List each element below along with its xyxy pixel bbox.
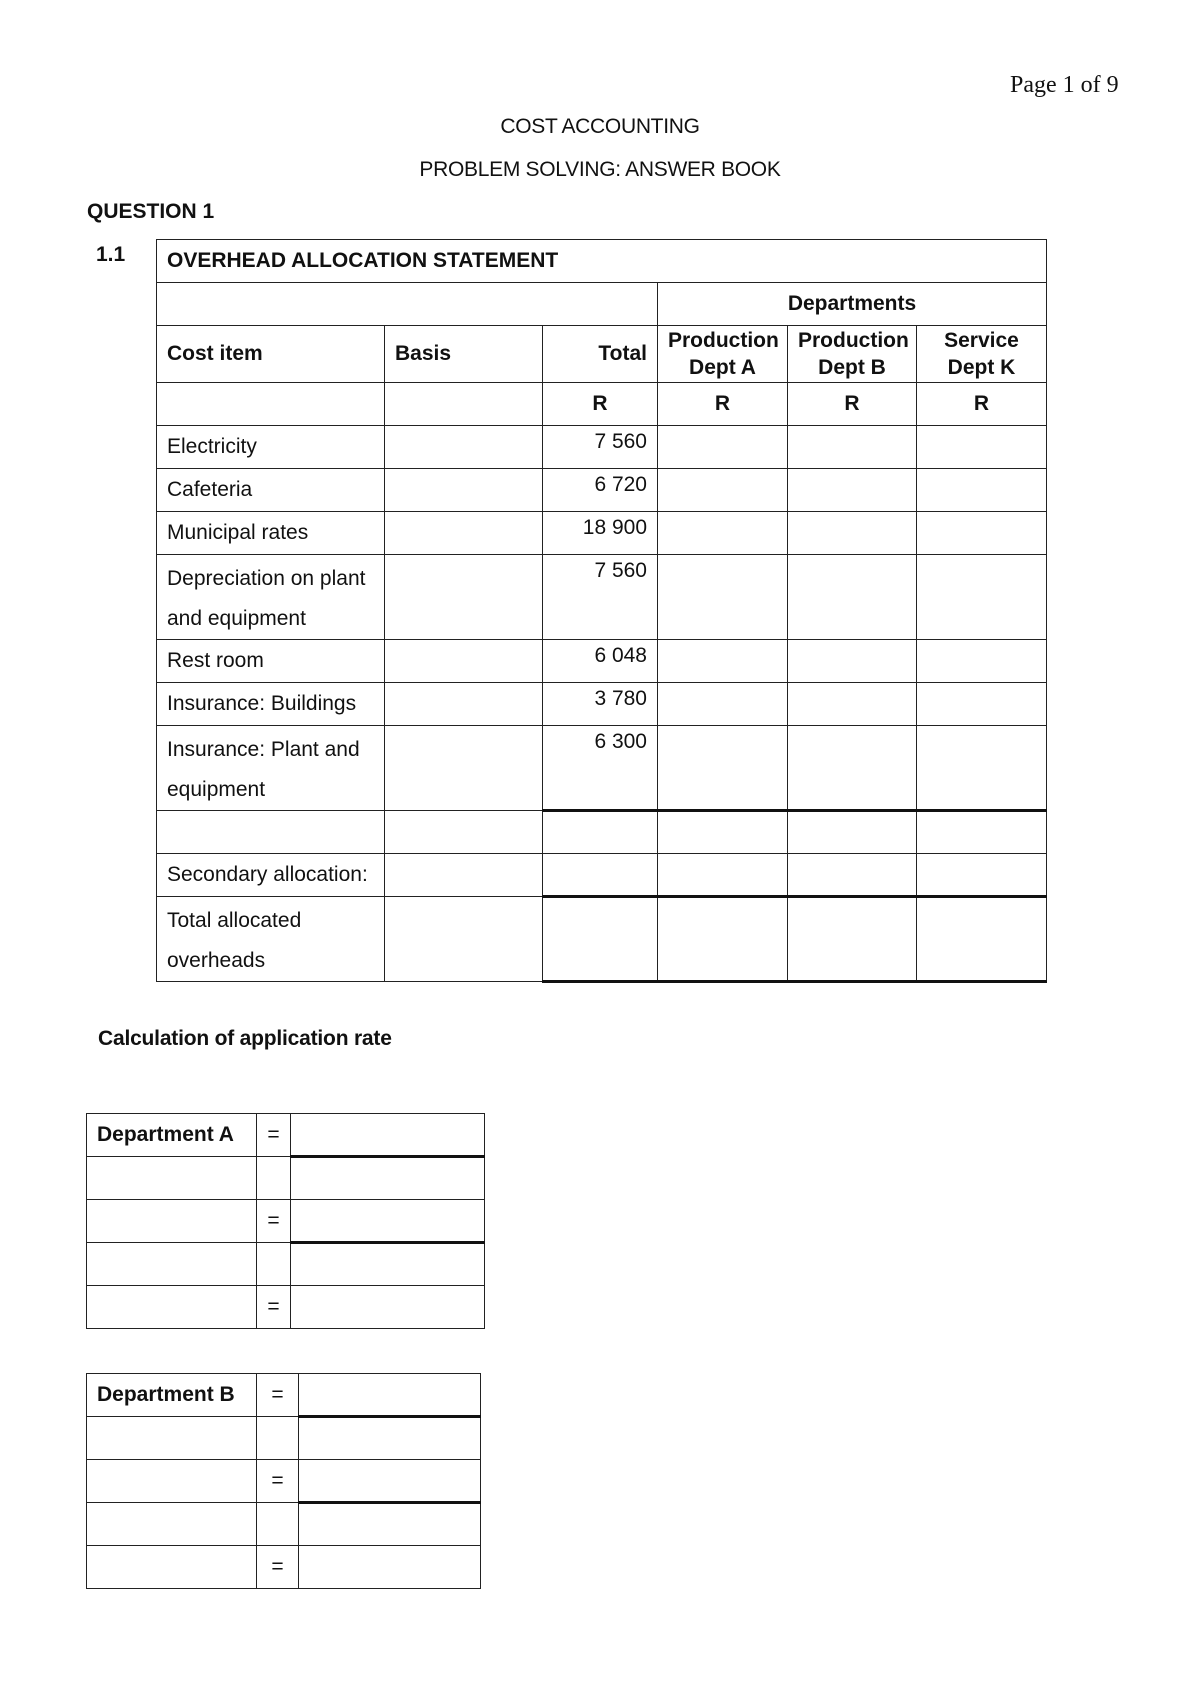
basis-input[interactable] xyxy=(385,683,543,726)
denominator-input[interactable] xyxy=(291,1243,485,1286)
basis-input[interactable] xyxy=(385,426,543,469)
subtotal-dept-a-input[interactable] xyxy=(658,811,788,854)
dept-b-input[interactable] xyxy=(788,683,917,726)
empty-cell xyxy=(157,811,385,854)
numerator-input[interactable] xyxy=(299,1460,481,1503)
working-input[interactable] xyxy=(87,1546,257,1589)
dept-k-input[interactable] xyxy=(917,640,1047,683)
dept-a-input[interactable] xyxy=(658,512,788,555)
subtotal-dept-k-input[interactable] xyxy=(917,811,1047,854)
total-allocated-row xyxy=(157,897,1047,982)
cost-item-label: Depreciation on plant and equipment xyxy=(157,555,385,640)
dept-k-input[interactable] xyxy=(917,726,1047,811)
dept-a-input[interactable] xyxy=(658,854,788,897)
answer-input[interactable] xyxy=(291,1286,485,1329)
dept-b-input[interactable] xyxy=(788,640,917,683)
basis-input[interactable] xyxy=(385,726,543,811)
total-value: 6 720 xyxy=(543,469,658,512)
empty-cell xyxy=(385,811,543,854)
table-row xyxy=(157,726,1047,811)
total-value: 18 900 xyxy=(543,512,658,555)
table-row xyxy=(157,555,1047,640)
working-input[interactable] xyxy=(87,1503,257,1546)
dept-b-input[interactable] xyxy=(788,726,917,811)
total-input[interactable] xyxy=(543,897,658,982)
currency-total: R xyxy=(543,383,658,426)
dept-b-input[interactable] xyxy=(788,512,917,555)
secondary-allocation-label: Secondary allocation: xyxy=(157,854,385,897)
question-number: 1.1 xyxy=(96,243,126,266)
numerator-input[interactable] xyxy=(291,1200,485,1243)
secondary-allocation-row xyxy=(157,854,1047,897)
table-row xyxy=(157,683,1047,726)
total-value: 6 300 xyxy=(543,726,658,811)
answer-input[interactable] xyxy=(299,1546,481,1589)
dept-b-input[interactable] xyxy=(788,426,917,469)
dept-a-input[interactable] xyxy=(658,640,788,683)
denominator-input[interactable] xyxy=(299,1417,481,1460)
basis-input[interactable] xyxy=(385,555,543,640)
empty-cell xyxy=(385,383,543,426)
departments-header: Departments xyxy=(658,283,1047,326)
empty-cell xyxy=(257,1157,291,1200)
working-input[interactable] xyxy=(87,1417,257,1460)
dept-b-input[interactable] xyxy=(788,897,917,982)
basis-input[interactable] xyxy=(385,640,543,683)
page-number: Page 1 of 9 xyxy=(1010,72,1119,98)
dept-a-input[interactable] xyxy=(658,469,788,512)
col-total: Total xyxy=(543,326,658,383)
dept-k-input[interactable] xyxy=(917,555,1047,640)
empty-cell xyxy=(257,1417,299,1460)
currency-dept-a: R xyxy=(658,383,788,426)
empty-cell xyxy=(157,283,658,326)
document-title: COST ACCOUNTING xyxy=(500,115,700,138)
working-input[interactable] xyxy=(87,1460,257,1503)
dept-b-input[interactable] xyxy=(788,555,917,640)
currency-dept-k: R xyxy=(917,383,1047,426)
calculation-heading: Calculation of application rate xyxy=(98,1027,392,1050)
cost-item-label: Rest room xyxy=(157,640,385,683)
col-cost-item: Cost item xyxy=(157,326,385,383)
dept-k-input[interactable] xyxy=(917,854,1047,897)
dept-a-input[interactable] xyxy=(658,555,788,640)
col-basis: Basis xyxy=(385,326,543,383)
equals-sign: = xyxy=(257,1200,291,1243)
dept-a-label: Department A xyxy=(87,1114,257,1157)
col-dept-k: Service Dept K xyxy=(917,326,1047,383)
total-allocated-label: Total allocated overheads xyxy=(157,897,385,982)
overhead-allocation-table xyxy=(156,239,1047,983)
col-dept-b: Production Dept B xyxy=(788,326,917,383)
subtotal-dept-b-input[interactable] xyxy=(788,811,917,854)
empty-cell xyxy=(157,383,385,426)
dept-k-input[interactable] xyxy=(917,897,1047,982)
equals-sign: = xyxy=(257,1374,299,1417)
dept-b-input[interactable] xyxy=(788,469,917,512)
denominator-input[interactable] xyxy=(291,1157,485,1200)
basis-input[interactable] xyxy=(385,854,543,897)
cost-item-label: Insurance: Buildings xyxy=(157,683,385,726)
dept-a-input[interactable] xyxy=(658,426,788,469)
table-row xyxy=(157,512,1047,555)
total-input[interactable] xyxy=(543,854,658,897)
numerator-input[interactable] xyxy=(299,1374,481,1417)
basis-input[interactable] xyxy=(385,897,543,982)
table-row xyxy=(157,640,1047,683)
working-input[interactable] xyxy=(87,1286,257,1329)
empty-cell xyxy=(257,1243,291,1286)
denominator-input[interactable] xyxy=(299,1503,481,1546)
currency-dept-b: R xyxy=(788,383,917,426)
total-value: 7 560 xyxy=(543,426,658,469)
basis-input[interactable] xyxy=(385,469,543,512)
table-row xyxy=(157,426,1047,469)
working-input[interactable] xyxy=(87,1157,257,1200)
equals-sign: = xyxy=(257,1114,291,1157)
subtotal-total-input[interactable] xyxy=(543,811,658,854)
cost-item-label: Insurance: Plant and equipment xyxy=(157,726,385,811)
table-row xyxy=(157,469,1047,512)
total-value: 7 560 xyxy=(543,555,658,640)
cost-item-label: Municipal rates xyxy=(157,512,385,555)
working-input[interactable] xyxy=(87,1243,257,1286)
dept-b-input[interactable] xyxy=(788,854,917,897)
equals-sign: = xyxy=(257,1546,299,1589)
cost-item-label: Electricity xyxy=(157,426,385,469)
numerator-input[interactable] xyxy=(291,1114,485,1157)
dept-k-input[interactable] xyxy=(917,512,1047,555)
statement-title: OVERHEAD ALLOCATION STATEMENT xyxy=(157,240,1047,283)
dept-a-input[interactable] xyxy=(658,726,788,811)
col-dept-a: Production Dept A xyxy=(658,326,788,383)
dept-k-input[interactable] xyxy=(917,469,1047,512)
dept-b-label: Department B xyxy=(87,1374,257,1417)
document-subtitle: PROBLEM SOLVING: ANSWER BOOK xyxy=(419,158,781,181)
dept-a-input[interactable] xyxy=(658,683,788,726)
question-heading: QUESTION 1 xyxy=(87,200,215,223)
total-value: 3 780 xyxy=(543,683,658,726)
dept-k-input[interactable] xyxy=(917,683,1047,726)
dept-k-input[interactable] xyxy=(917,426,1047,469)
cost-item-label: Cafeteria xyxy=(157,469,385,512)
dept-a-rate-table xyxy=(86,1113,485,1329)
working-input[interactable] xyxy=(87,1200,257,1243)
dept-b-rate-table xyxy=(86,1373,481,1589)
equals-sign: = xyxy=(257,1460,299,1503)
total-value: 6 048 xyxy=(543,640,658,683)
empty-cell xyxy=(257,1503,299,1546)
dept-a-input[interactable] xyxy=(658,897,788,982)
equals-sign: = xyxy=(257,1286,291,1329)
basis-input[interactable] xyxy=(385,512,543,555)
subtotal-row xyxy=(157,811,1047,854)
